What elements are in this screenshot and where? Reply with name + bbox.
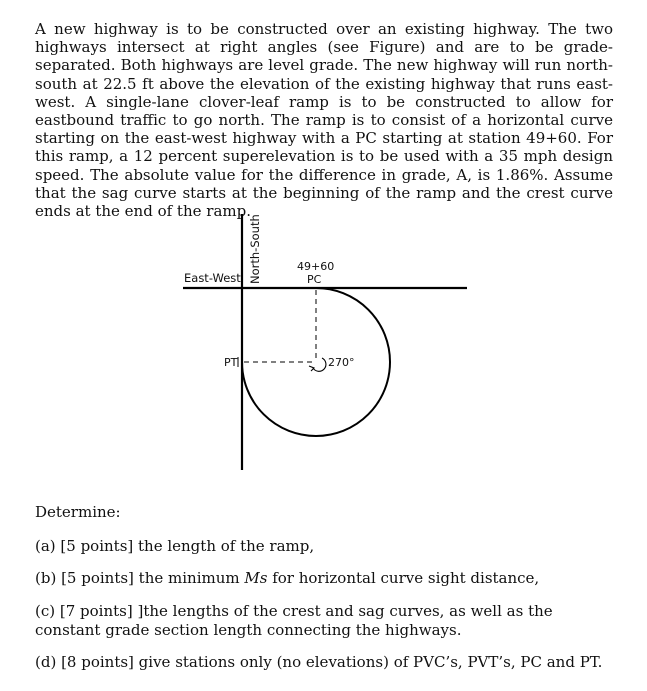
north-south-label: North-South [248, 214, 262, 284]
problem-statement: A new highway is to be constructed over an existing highway. The two highways intersect at right angles (see Figure) and are to be grade-separated. Both highways are level grade. The new highway will run north-south at 22.5 ft above the elevation of the existing highway that runs east-west. A single-lane clover-leaf ramp is to be constructed to allow for eastbound traffic to go north. The ramp is to consist of a horizontal curve starting on the east-west highway with a PC starting at station 49+60. For this ramp, a 12 percent superelevation is to be used with a 35 mph design speed. The absolute value for the difference in grade, A, is 1.86%. Assume that the sag curve starts at the beginning of the ramp and the crest curve ends at the end of the ramp. [35, 20, 613, 221]
angle-indicator-arrowhead [309, 366, 314, 371]
pt-label: PT [224, 356, 238, 369]
angle-indicator-arc [313, 358, 326, 371]
angle-label: 270° [328, 356, 355, 369]
east-west-label: East-West [184, 271, 241, 285]
question-b-prefix: (b) [5 points] the minimum [35, 569, 245, 587]
question-d: (d) [8 points] give stations only (no elevations) of PVC’s, PVT’s, PC and PT. [35, 653, 603, 671]
question-b [35, 569, 539, 588]
question-a: (a) [5 points] the length of the ramp, [35, 537, 315, 555]
question-c: (c) [7 points] ]the lengths of the crest and sag curves, as well as the constant grade section length connecting the highways. [35, 602, 553, 639]
pc-label: PC [307, 273, 322, 286]
station-label: 49+60 [297, 260, 335, 273]
determine-heading: Determine: [35, 503, 121, 521]
question-b-suffix: for horizontal curve sight distance, [267, 569, 540, 587]
question-b-variable: Ms [244, 569, 268, 587]
